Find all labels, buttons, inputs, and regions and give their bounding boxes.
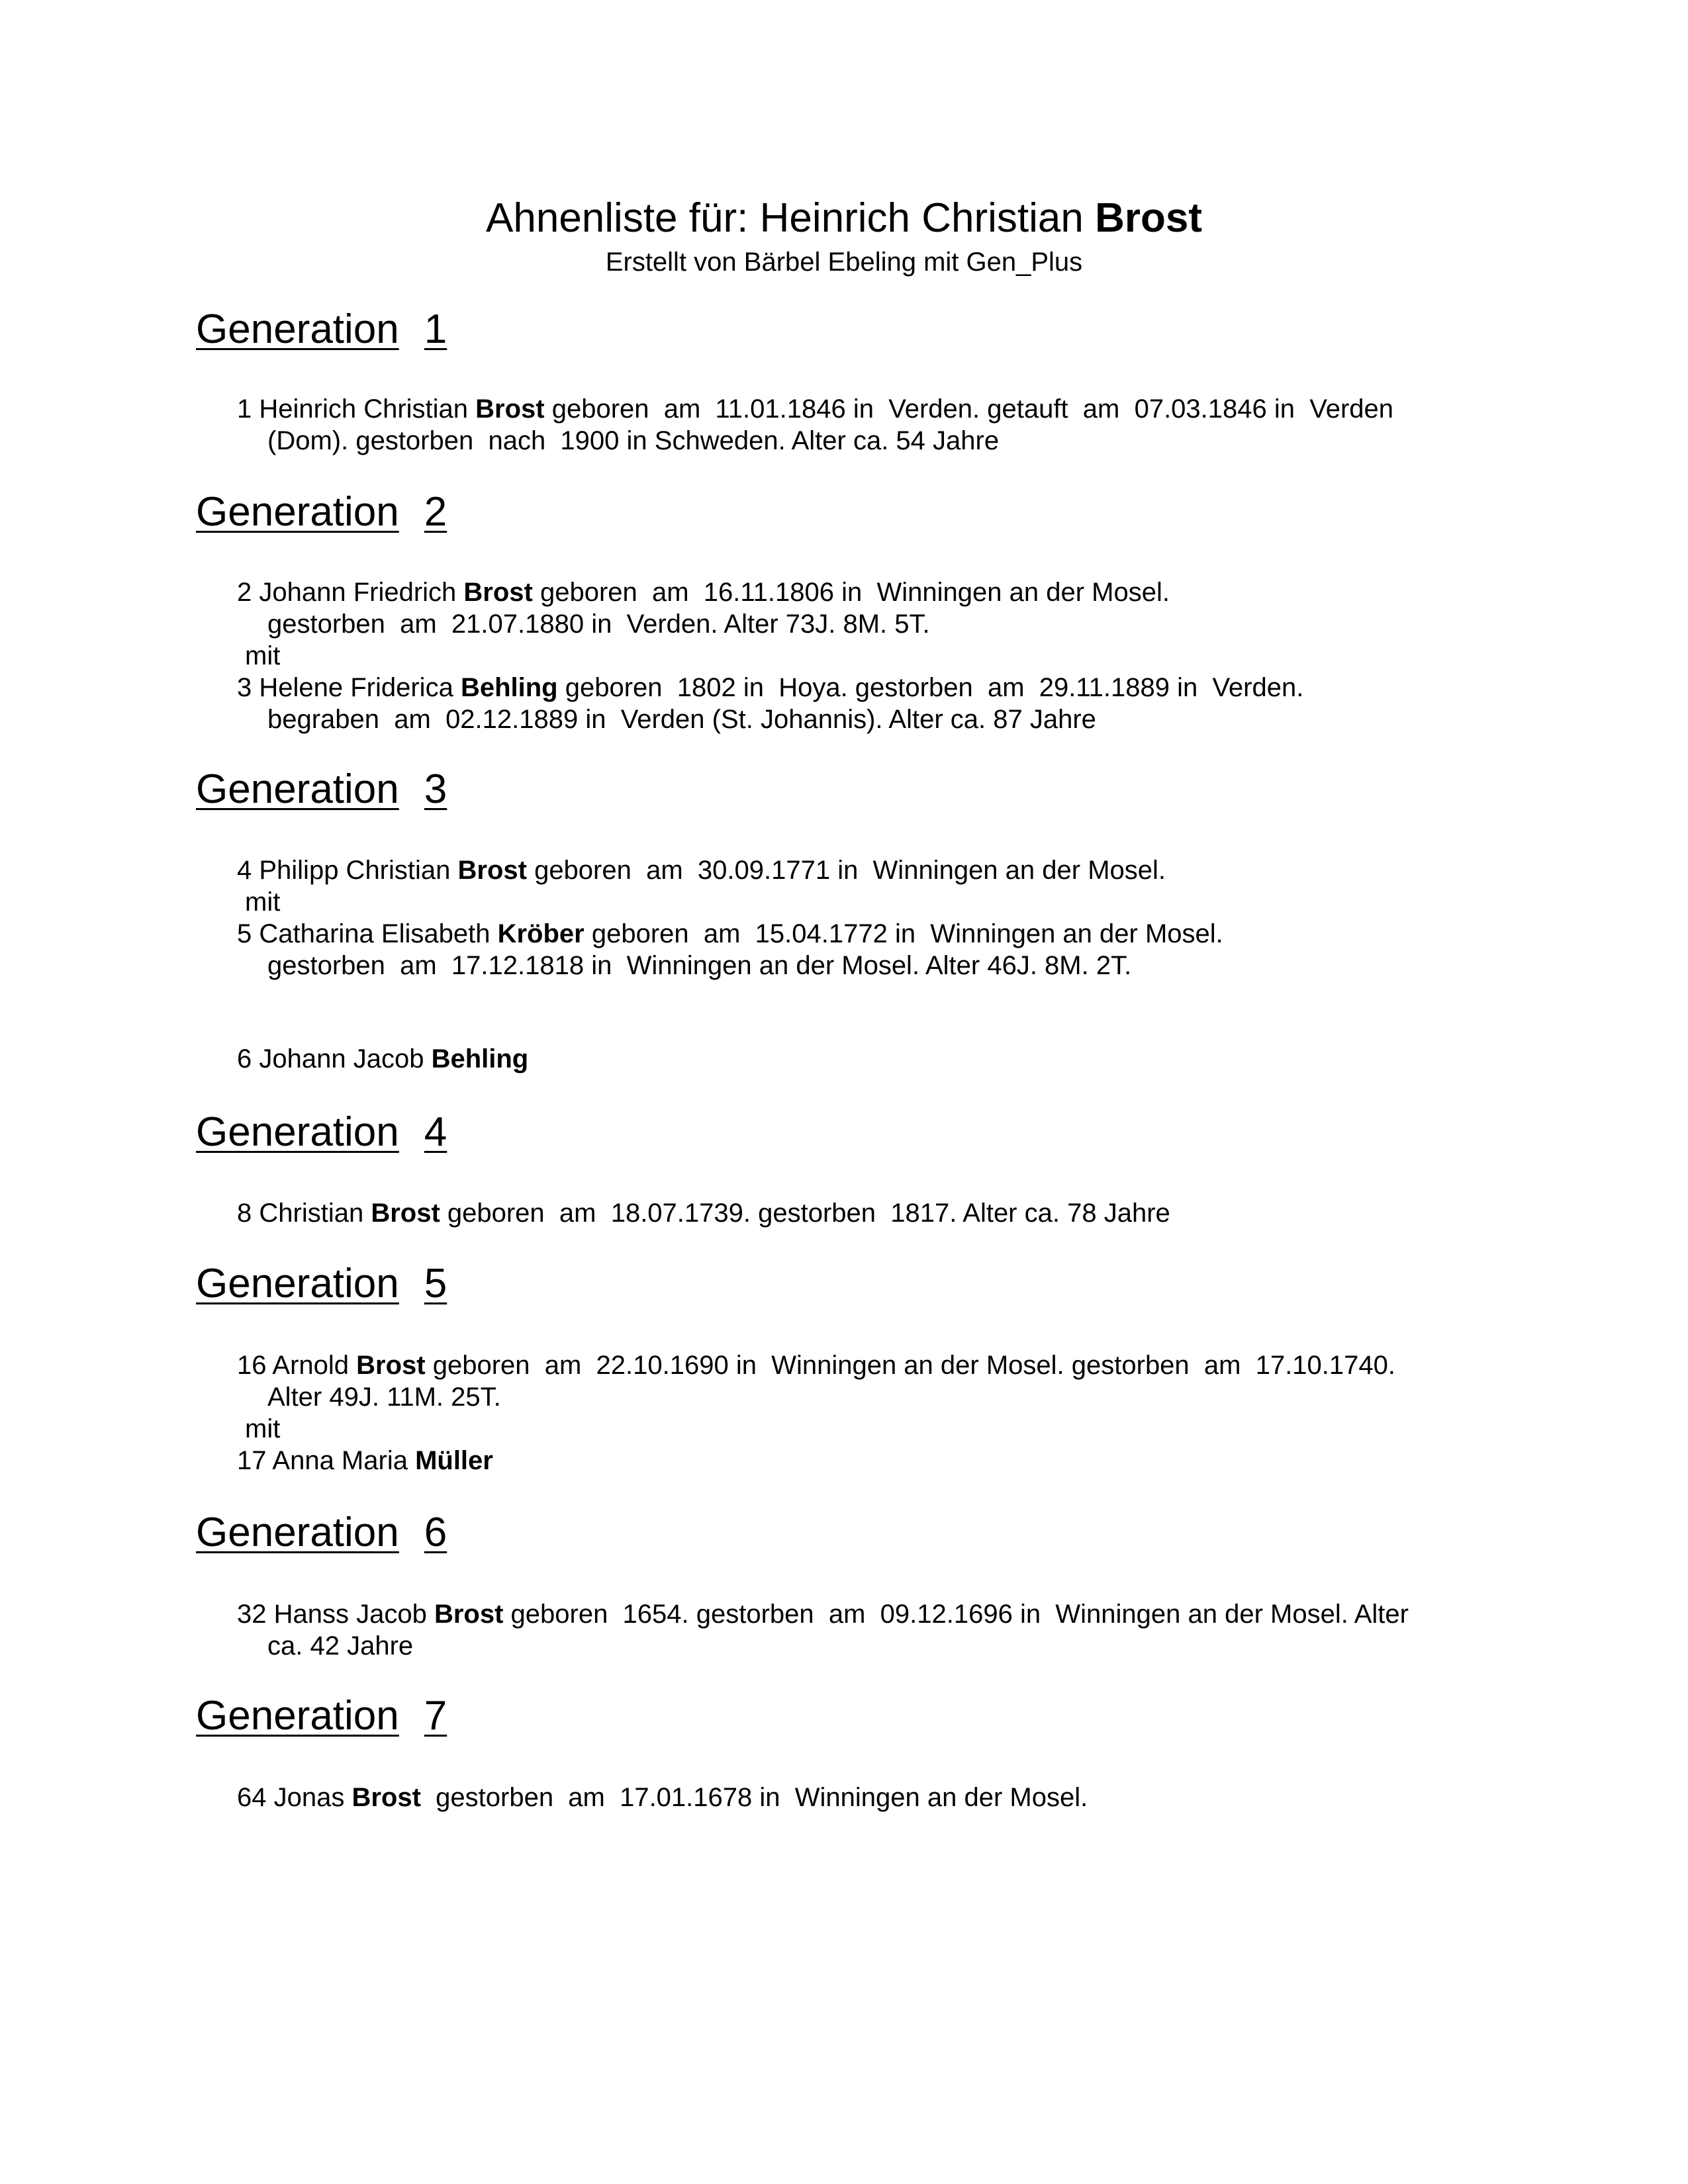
generation-label: Generation <box>196 766 399 812</box>
entry-surname: Müller <box>415 1446 493 1475</box>
spouse-connector: mit <box>245 641 281 670</box>
generation-entries-5 <box>237 1349 1534 1477</box>
entry-line <box>237 672 1534 704</box>
entry-name: 3 Helene Friderica <box>237 673 461 702</box>
page-subtitle: Erstellt von Bärbel Ebeling mit Gen_Plus <box>605 248 1083 277</box>
entry-name: 32 Hanss Jacob <box>237 1600 434 1629</box>
generation-heading-2 <box>196 488 447 536</box>
title-block <box>0 192 1688 279</box>
entry-name: 6 Johann Jacob <box>237 1044 432 1073</box>
entry-details: geboren am 18.07.1739. gestorben 1817. Alter ca. 78 Jahre <box>440 1199 1170 1228</box>
generation-label: Generation <box>196 1261 399 1306</box>
generation-entries-7 <box>237 1782 1534 1813</box>
entry-line <box>237 918 1534 950</box>
spouse-connector: mit <box>245 1414 281 1443</box>
entry-line <box>237 393 1534 425</box>
generation-entry-extra-3 <box>237 1043 1534 1075</box>
entry-details: geboren am 15.04.1772 in Winningen an der Mosel. <box>584 919 1223 948</box>
entry-line <box>237 1197 1534 1229</box>
entry-continuation: gestorben am 17.12.1818 in Winningen an der Mosel. Alter 46J. 8M. 2T. <box>267 951 1132 980</box>
entry-surname: Brost <box>371 1199 440 1228</box>
entry-name: 8 Christian <box>237 1199 371 1228</box>
generation-entries-1 <box>237 393 1534 457</box>
generation-number: 5 <box>424 1261 447 1306</box>
spouse-connector: mit <box>245 887 281 917</box>
title-surname: Brost <box>1095 195 1202 241</box>
page-title <box>0 192 1688 245</box>
entry-name: 16 Arnold <box>237 1351 357 1380</box>
entry-line <box>237 1782 1534 1813</box>
generation-label: Generation <box>196 1693 399 1739</box>
entry-line <box>237 576 1534 608</box>
entry-line <box>237 1043 1534 1075</box>
generation-number: 1 <box>424 306 447 352</box>
entry-name: 4 Philipp Christian <box>237 856 458 885</box>
entry-line <box>237 854 1534 886</box>
entry-name: 17 Anna Maria <box>237 1446 416 1475</box>
entry-details: gestorben am 17.01.1678 in Winningen an der Mosel. <box>420 1783 1088 1812</box>
entry-details: geboren am 11.01.1846 in Verden. getauft am 07.03.1846 in Verden <box>544 394 1394 424</box>
generation-entries-3 <box>237 854 1534 981</box>
entry-continuation: (Dom). gestorben nach 1900 in Schweden. Alter ca. 54 Jahre <box>267 426 1000 455</box>
entry-details: geboren am 16.11.1806 in Winningen an der Mosel. <box>532 578 1170 607</box>
generation-heading-5 <box>196 1260 447 1308</box>
generation-heading-3 <box>196 766 447 813</box>
title-prefix: Ahnenliste für: Heinrich Christian <box>486 195 1096 241</box>
entry-continuation: begraben am 02.12.1889 in Verden (St. Johannis). Alter ca. 87 Jahre <box>267 705 1096 734</box>
entry-continuation: Alter 49J. 11M. 25T. <box>267 1383 501 1412</box>
generation-number: 7 <box>424 1693 447 1739</box>
entry-line <box>237 1445 1534 1477</box>
generation-entries-6 <box>237 1598 1534 1662</box>
entry-surname: Behling <box>460 673 558 702</box>
entry-surname: Kröber <box>497 919 585 948</box>
entry-surname: Behling <box>431 1044 529 1073</box>
entry-surname: Brost <box>356 1351 426 1380</box>
generation-label: Generation <box>196 306 399 352</box>
entry-surname: Brost <box>352 1783 421 1812</box>
entry-name: 64 Jonas <box>237 1783 352 1812</box>
entry-surname: Brost <box>463 578 533 607</box>
entry-name: 5 Catharina Elisabeth <box>237 919 498 948</box>
entry-details: geboren 1802 in Hoya. gestorben am 29.11.1889 in Verden. <box>557 673 1304 702</box>
entry-surname: Brost <box>434 1600 504 1629</box>
generation-number: 2 <box>424 489 447 535</box>
entry-name: 2 Johann Friedrich <box>237 578 464 607</box>
generation-heading-1 <box>196 306 447 353</box>
generation-heading-6 <box>196 1509 447 1557</box>
generation-entries-4 <box>237 1197 1534 1229</box>
generation-number: 4 <box>424 1109 447 1155</box>
entry-line <box>237 1349 1534 1381</box>
generation-heading-7 <box>196 1692 447 1740</box>
generation-number: 6 <box>424 1510 447 1555</box>
entry-details: geboren am 30.09.1771 in Winningen an der Mosel. <box>526 856 1166 885</box>
entry-surname: Brost <box>475 394 545 424</box>
generation-label: Generation <box>196 1510 399 1555</box>
generation-label: Generation <box>196 489 399 535</box>
entry-continuation: ca. 42 Jahre <box>267 1631 414 1661</box>
entry-name: 1 Heinrich Christian <box>237 394 476 424</box>
generation-entries-2 <box>237 576 1534 735</box>
entry-continuation: gestorben am 21.07.1880 in Verden. Alter 73J. 8M. 5T. <box>267 610 930 639</box>
entry-surname: Brost <box>457 856 527 885</box>
generation-heading-4 <box>196 1109 447 1156</box>
entry-details: geboren am 22.10.1690 in Winningen an der Mosel. gestorben am 17.10.1740. <box>425 1351 1396 1380</box>
generation-label: Generation <box>196 1109 399 1155</box>
generation-number: 3 <box>424 766 447 812</box>
entry-line <box>237 1598 1534 1630</box>
entry-details: geboren 1654. gestorben am 09.12.1696 in Winningen an der Mosel. Alter <box>503 1600 1409 1629</box>
